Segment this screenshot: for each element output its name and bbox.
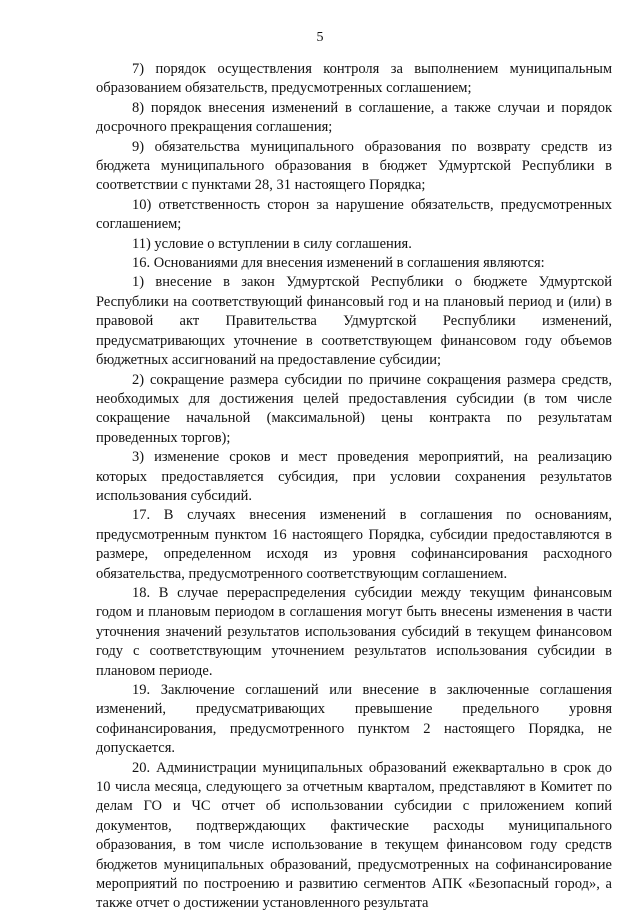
paragraph-item-8-amendment: 8) порядок внесения изменений в соглашение, а также случаи и порядок досрочного прекращения соглашения; (96, 99, 612, 136)
paragraph-item-10-liability: 10) ответственность сторон за нарушение обязательств, предусмотренных соглашением; (96, 196, 612, 233)
paragraph-section-16-item-3: 3) изменение сроков и мест проведения мероприятий, на реализацию которых предоставляется субсидия, при условии сохранения результатов использования субсидий. (96, 449, 612, 504)
paragraph-item-9-refund: 9) обязательства муниципального образования по возврату средств из бюджета муниципального образования в бюджет Удмуртской Республики в соответствии с пунктами 28, 31 настоящего Порядка; (96, 138, 612, 194)
paragraph-section-20: 20. Администрации муниципальных образований ежеквартально в срок до 10 числа месяца, следующего за отчетным кварталом, представляют в Комитет по делам ГО и ЧС отчет об использовании субсидии с приложением копий документов, подтверждающих фактические расходы муниципального образования, в том числе использование в текущем финансовом году средств бюджетов муниципальных образований, предусмотренных на софинансирование мероприятий по построению и развитию сегментов АПК «Безопасный город», а также отчет о достижении установленного результата (96, 759, 612, 912)
paragraph-section-19: 19. Заключение соглашений или внесение в заключенные соглашения изменений, предусматривающих превышение предельного уровня софинансирования, предусмотренного пунктом 2 настоящего Порядка, не допускается. (96, 682, 612, 757)
paragraph-section-18: 18. В случае перераспределения субсидии между текущим финансовым годом и плановым периодом в соглашения могут быть внесены изменения в части уточнения значений результатов использования субсидий в текущем финансовом году с соответствующим уточнением результатов использования субсидии в плановом периоде. (96, 584, 612, 679)
paragraph-section-17: 17. В случаях внесения изменений в соглашения по основаниям, предусмотренным пунктом 16 настоящего Порядка, субсидии предоставляются в размере, определенном исходя из уровня софинансирования расходного обязательства, предусмотренного соответствующим соглашением. (96, 507, 612, 582)
paragraph-item-11-entry-into-force: 11) условие о вступлении в силу соглашения. (132, 235, 412, 252)
paragraph-section-16-item-1: 1) внесение в закон Удмуртской Республики о бюджете Удмуртской Республики на соответствующий финансовый год и на плановый период и (или) в правовой акт Правительства Удмуртской Республики изменений, предусматривающих уточнение в соответствующем финансовом году объемов бюджетных ассигнований на предоставление субсидии; (96, 274, 612, 369)
paragraph-section-16: 16. Основаниями для внесения изменений в соглашения являются: (132, 255, 545, 272)
page-number: 5 (316, 30, 324, 45)
paragraph-item-7-control: 7) порядок осуществления контроля за выполнением муниципальным образованием обязательств, предусмотренных соглашением; (96, 61, 612, 97)
paragraph-section-16-item-2: 2) сокращение размера субсидии по причине сокращения размера средств, необходимых для достижения целей предоставления субсидии (в том числе сокращение начальной (максимальной) цены контракта по результатам проведенных торгов); (96, 371, 612, 446)
document-body (96, 60, 612, 914)
